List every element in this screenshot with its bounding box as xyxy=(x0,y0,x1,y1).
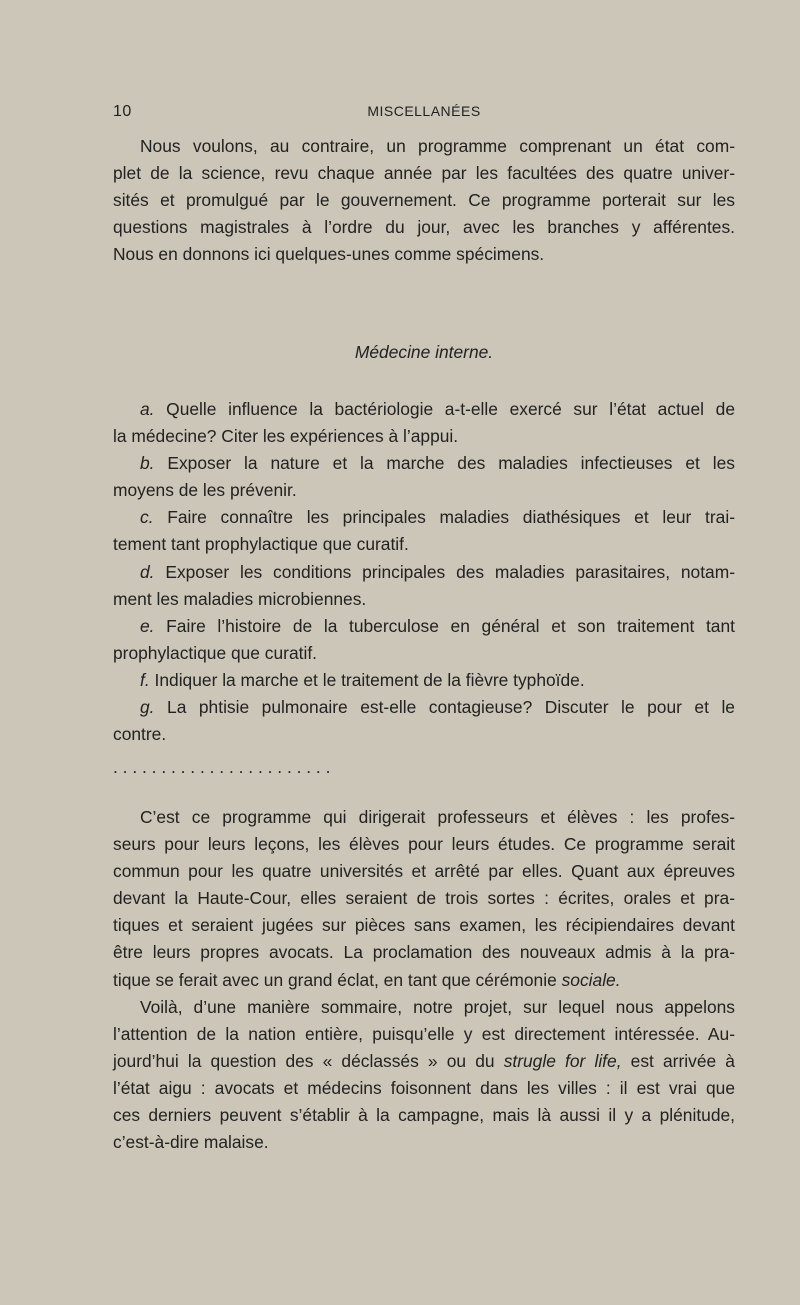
text-line: c’est-à-dire malaise. xyxy=(113,1132,269,1153)
text-line: seurs pour leurs leçons, les élèves pour leurs études. Ce programme serait xyxy=(113,834,735,855)
list-item-continuation: ment les maladies microbiennes. xyxy=(113,588,367,609)
text-line: devant la Haute-Cour, elles seraient de trois sortes : écrites, orales et pra- xyxy=(113,888,735,909)
section-heading: Médecine interne. xyxy=(354,342,494,362)
list-item-continuation: contre. xyxy=(113,724,167,745)
text-line: Voilà, d’une manière sommaire, notre projet, sur lequel nous appelons xyxy=(140,996,735,1017)
list-label: a. xyxy=(140,399,155,419)
text-line xyxy=(113,1048,735,1075)
text-segment: est arrivée à xyxy=(630,1050,735,1071)
list-item-text: Quelle influence la bactériologie a-t-elle exercé sur l’état actuel de xyxy=(166,399,735,419)
list-item xyxy=(113,613,735,640)
text-line: tiques et seraient jugées sur pièces sans examen, les récipiendaires devant xyxy=(113,915,735,936)
text-segment: tique se ferait avec un grand éclat, en tant que cérémonie xyxy=(113,969,557,990)
list-item-continuation: tement tant prophylactique que curatif. xyxy=(113,534,409,555)
list-item xyxy=(113,559,735,586)
text-line: l’état aigu : avocats et médecins foisonnent dans les villes : il est vrai que xyxy=(113,1077,735,1098)
paragraph-intro xyxy=(113,133,735,268)
question-list xyxy=(113,396,735,748)
list-item xyxy=(113,667,735,694)
paragraph-programme xyxy=(113,804,735,1156)
page-number: 10 xyxy=(113,103,132,120)
list-item-text: Indiquer la marche et le traitement de la fièvre typhoïde. xyxy=(154,669,585,690)
list-label: f. xyxy=(140,669,150,690)
italic-word: sociale. xyxy=(561,969,621,990)
list-item-text: Exposer les conditions principales des maladies parasitaires, notam- xyxy=(165,561,735,582)
list-item xyxy=(113,694,735,721)
ellipsis-separator: . . . . . . . . . . . . . . . . . . . . . . . xyxy=(113,757,331,777)
text-line: ces derniers peuvent s’établir à la campagne, mais là aussi il y a plénitude, xyxy=(113,1105,735,1126)
list-item-continuation: prophylactique que curatif. xyxy=(113,642,317,663)
list-item-text: Faire l’histoire de la tuberculose en général et son traitement tant xyxy=(166,615,735,636)
list-label: c. xyxy=(140,507,154,528)
list-item-text: Exposer la nature et la marche des maladies infectieuses et les xyxy=(167,453,735,474)
text-line: plet de la science, revu chaque année par les facultées des quatre univer- xyxy=(113,163,735,184)
list-item-text: Faire connaître les principales maladies diathésiques et leur trai- xyxy=(167,507,735,528)
list-item-text: La phtisie pulmonaire est-elle contagieuse? Discuter le pour et le xyxy=(167,697,735,718)
text-line: commun pour les quatre universités et arrêté par elles. Quant aux épreuves xyxy=(113,861,735,882)
text-segment: jourd’hui la question des « déclassés » ou du xyxy=(113,1050,495,1071)
text-line: Nous en donnons ici quelques-unes comme spécimens. xyxy=(113,244,545,265)
list-item-continuation: la médecine? Citer les expériences à l’appui. xyxy=(113,426,459,447)
text-line xyxy=(113,967,735,994)
list-item xyxy=(113,504,735,531)
list-label: d. xyxy=(140,561,155,582)
text-line: être leurs propres avocats. La proclamation des nouveaux admis à la pra- xyxy=(113,942,735,963)
list-label: b. xyxy=(140,453,155,474)
text-line: Nous voulons, au contraire, un programme comprenant un état com- xyxy=(140,136,735,156)
text-line: questions magistrales à l’ordre du jour, avec les branches y afférentes. xyxy=(113,217,735,238)
italic-phrase: strugle for life, xyxy=(503,1050,622,1071)
list-item xyxy=(113,396,735,423)
text-line: sités et promulgué par le gouvernement. Ce programme porterait sur les xyxy=(113,190,735,211)
text-line: C’est ce programme qui dirigerait professeurs et élèves : les profes- xyxy=(140,807,735,827)
list-label: g. xyxy=(140,697,155,718)
list-label: e. xyxy=(140,615,155,636)
list-item xyxy=(113,450,735,477)
list-item-continuation: moyens de les prévenir. xyxy=(113,480,297,501)
running-title: MISCELLANÉES xyxy=(367,103,481,119)
page-header xyxy=(113,103,735,127)
text-line: l’attention de la nation entière, puisqu’elle y est directement intéressée. Au- xyxy=(113,1023,735,1044)
